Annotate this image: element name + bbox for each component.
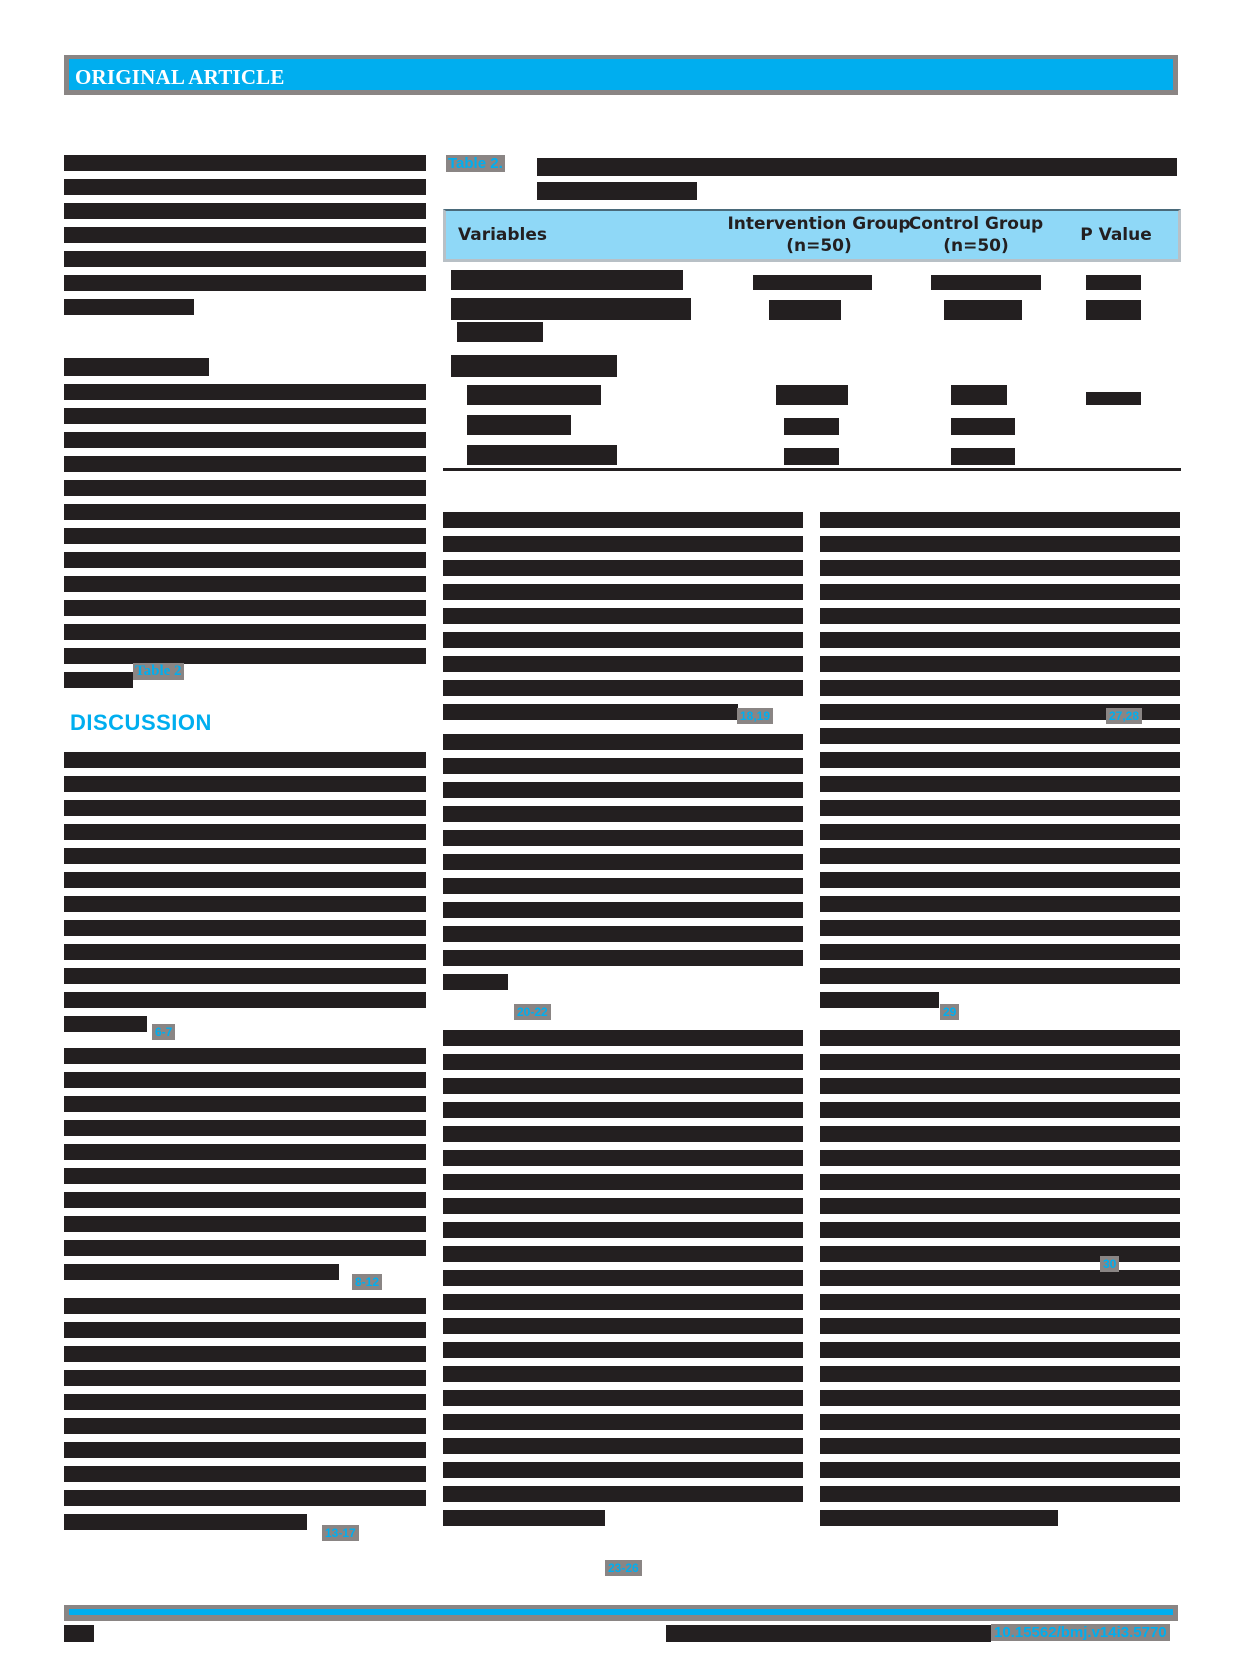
- table-cell: [457, 322, 543, 342]
- table-cell: [1086, 392, 1141, 405]
- table-cell: [451, 270, 683, 290]
- citation-link[interactable]: 29: [940, 1004, 959, 1020]
- column-header-intervention-label: Intervention Group: [727, 214, 911, 234]
- page-number: [64, 1625, 94, 1642]
- table-cell: [951, 385, 1007, 405]
- article-type-label: ORIGINAL ARTICLE: [75, 65, 285, 89]
- table-cell: [951, 448, 1015, 465]
- footer-rule-fill: [69, 1609, 1173, 1615]
- table-cell: [753, 275, 872, 290]
- left-discussion-paragraph-2: [64, 1048, 426, 1288]
- table-bottom-rule: [443, 468, 1181, 471]
- table-cell: [784, 448, 839, 465]
- right-paragraph-1: [820, 512, 1180, 1016]
- middle-paragraph-3: [443, 1030, 803, 1534]
- column-header-control: [906, 213, 1046, 257]
- table-cell: [769, 300, 841, 320]
- citation-link[interactable]: 6-7: [152, 1024, 175, 1040]
- left-discussion-paragraph-1: [64, 752, 426, 1040]
- table-cell: [944, 300, 1022, 320]
- table-cell: [784, 418, 839, 435]
- column-header-variables: Variables: [458, 225, 548, 245]
- section-heading-discussion: DISCUSSION: [70, 710, 212, 735]
- table-cell: [467, 445, 617, 465]
- table-cell: [776, 385, 848, 405]
- citation-link[interactable]: 18,19: [737, 708, 773, 724]
- article-type-banner: [64, 55, 1178, 95]
- column-header-p-value: P Value: [1080, 225, 1152, 245]
- table-2-link[interactable]: Table 2: [135, 663, 182, 679]
- citation-link[interactable]: 20-22: [514, 1004, 551, 1020]
- table-cell: [467, 385, 601, 405]
- table-cell: [451, 355, 617, 377]
- citation-link[interactable]: 8-12: [352, 1274, 382, 1290]
- table-cell: [467, 415, 571, 435]
- banner-fill: [69, 59, 1173, 90]
- middle-paragraph-1: [443, 512, 803, 728]
- table-caption-text: [537, 158, 1177, 176]
- citation-link[interactable]: 27,28: [1106, 708, 1142, 724]
- table-header-row: [443, 209, 1181, 262]
- column-header-intervention: [724, 213, 914, 257]
- table-cell: [1086, 275, 1141, 290]
- footer-rule: [64, 1605, 1178, 1621]
- citation-link[interactable]: 23-26: [605, 1560, 642, 1576]
- citation-link[interactable]: 13-17: [322, 1525, 359, 1541]
- table-cell: [931, 275, 1041, 290]
- column-header-intervention-n: (n=50): [786, 236, 852, 256]
- left-paragraph-1: [64, 155, 426, 323]
- left-discussion-paragraph-3: [64, 1298, 426, 1538]
- table-cell: [1086, 300, 1141, 320]
- table-cell: [451, 298, 691, 320]
- middle-paragraph-2: [443, 734, 803, 998]
- column-header-control-label: Control Group: [908, 214, 1044, 234]
- table-caption-text-2: [537, 182, 697, 200]
- right-paragraph-2: [820, 1030, 1180, 1534]
- table-cell: [951, 418, 1015, 435]
- citation-link[interactable]: 30: [1100, 1256, 1119, 1272]
- column-header-control-n: (n=50): [943, 236, 1009, 256]
- left-paragraph-2: [64, 358, 426, 696]
- table-caption-label: Table 2.: [448, 155, 503, 172]
- doi-link[interactable]: 10.15562/bmj.v14i3.5770: [991, 1624, 1170, 1641]
- journal-citation-text: [666, 1625, 991, 1642]
